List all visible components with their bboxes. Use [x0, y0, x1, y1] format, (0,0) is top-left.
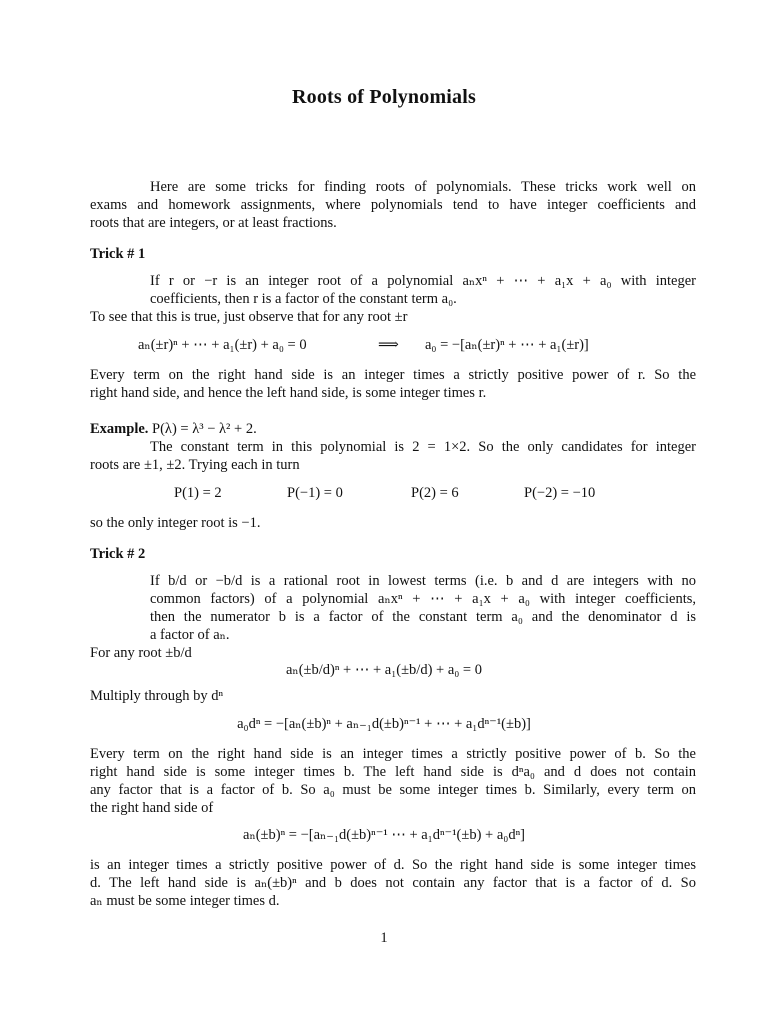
trick2-paragraph1-line-2: right hand side is some integer times b. The left hand side is dⁿa₀ and d does not contain [90, 764, 696, 780]
example-evaluation: P(−1) = 0 [287, 485, 343, 501]
trick2-statement-line-2: common factors) of a polynomial aₙxⁿ + ⋯ + a₁x + a₀ with integer coefficients, [150, 591, 696, 607]
trick2-equation-1: aₙ(±b/d)ⁿ + ⋯ + a₁(±b/d) + a₀ = 0 [285, 662, 482, 678]
page-title: Roots of Polynomials [292, 86, 476, 108]
example-label: Example. [90, 421, 149, 437]
trick1-equation-right: a₀ = −[aₙ(±r)ⁿ + ⋯ + a₁(±r)] [425, 337, 589, 353]
trick1-heading: Trick # 1 [90, 246, 146, 262]
trick1-equation-arrow: ⟹ [378, 337, 399, 353]
trick2-equation-2: a₀dⁿ = −[aₙ(±b)ⁿ + aₙ₋₁d(±b)ⁿ⁻¹ + ⋯ + a₁dⁿ⁻¹(±b)] [237, 716, 531, 732]
trick1-conclusion-line-2: right hand side, and hence the left hand side, is some integer times r. [90, 385, 487, 401]
example-text-line-1: The constant term in this polynomial is 2 = 1×2. So the only candidates for integer [150, 439, 696, 455]
trick2-paragraph1-line-1: Every term on the right hand side is an integer times a strictly positive power of b. So the [90, 746, 696, 762]
trick1-observe: To see that this is true, just observe that for any root ±r [90, 309, 408, 325]
trick2-for-any-root: For any root ±b/d [90, 645, 192, 661]
example-evaluation: P(2) = 6 [411, 485, 459, 501]
example-polynomial: P(λ) = λ³ − λ² + 2. [152, 421, 257, 437]
trick1-statement-line-1: If r or −r is an integer root of a polynomial aₙxⁿ + ⋯ + a₁x + a₀ with integer [150, 273, 696, 289]
example-evaluation: P(−2) = −10 [524, 485, 596, 501]
example-evaluation: P(1) = 2 [174, 485, 222, 501]
example-header [90, 420, 696, 438]
example-result: so the only integer root is −1. [90, 515, 261, 531]
example-text-line-2: roots are ±1, ±2. Trying each in turn [90, 457, 300, 473]
trick2-paragraph1-line-4: the right hand side of [90, 800, 214, 816]
page-number: 1 [380, 930, 388, 946]
trick1-statement-line-2: coefficients, then r is a factor of the constant term a₀. [150, 291, 457, 307]
trick2-paragraph1-line-3: any factor that is a factor of b. So a₀ must be some integer times b. Similarly, every term on [90, 782, 696, 798]
trick2-paragraph2-line-2: d. The left hand side is aₙ(±b)ⁿ and b does not contain any factor that is a factor of d. So [90, 875, 696, 891]
trick2-statement-line-1: If b/d or −b/d is a rational root in lowest terms (i.e. b and d are integers with no [150, 573, 696, 589]
intro-line-2: exams and homework assignments, where polynomials tend to have integer coefficients and [90, 197, 696, 213]
trick2-statement-line-4: a factor of aₙ. [150, 627, 230, 643]
trick2-multiply: Multiply through by dⁿ [90, 688, 224, 704]
trick2-heading: Trick # 2 [90, 546, 146, 562]
trick1-conclusion-line-1: Every term on the right hand side is an integer times a strictly positive power of r. So the [90, 367, 696, 383]
intro-line-3: roots that are integers, or at least fractions. [90, 215, 337, 231]
trick1-equation-left: aₙ(±r)ⁿ + ⋯ + a₁(±r) + a₀ = 0 [138, 337, 307, 353]
trick2-paragraph2-line-3: aₙ must be some integer times d. [90, 893, 280, 909]
trick2-paragraph2-line-1: is an integer times a strictly positive power of d. So the right hand side is some integer times [90, 857, 696, 873]
intro-line-1: Here are some tricks for finding roots of polynomials. These tricks work well on [150, 179, 696, 195]
trick2-equation-3: aₙ(±b)ⁿ = −[aₙ₋₁d(±b)ⁿ⁻¹ ⋯ + a₁dⁿ⁻¹(±b) + a₀dⁿ] [243, 827, 525, 843]
trick2-statement-line-3: then the numerator b is a factor of the constant term a₀ and the denominator d is [150, 609, 696, 625]
